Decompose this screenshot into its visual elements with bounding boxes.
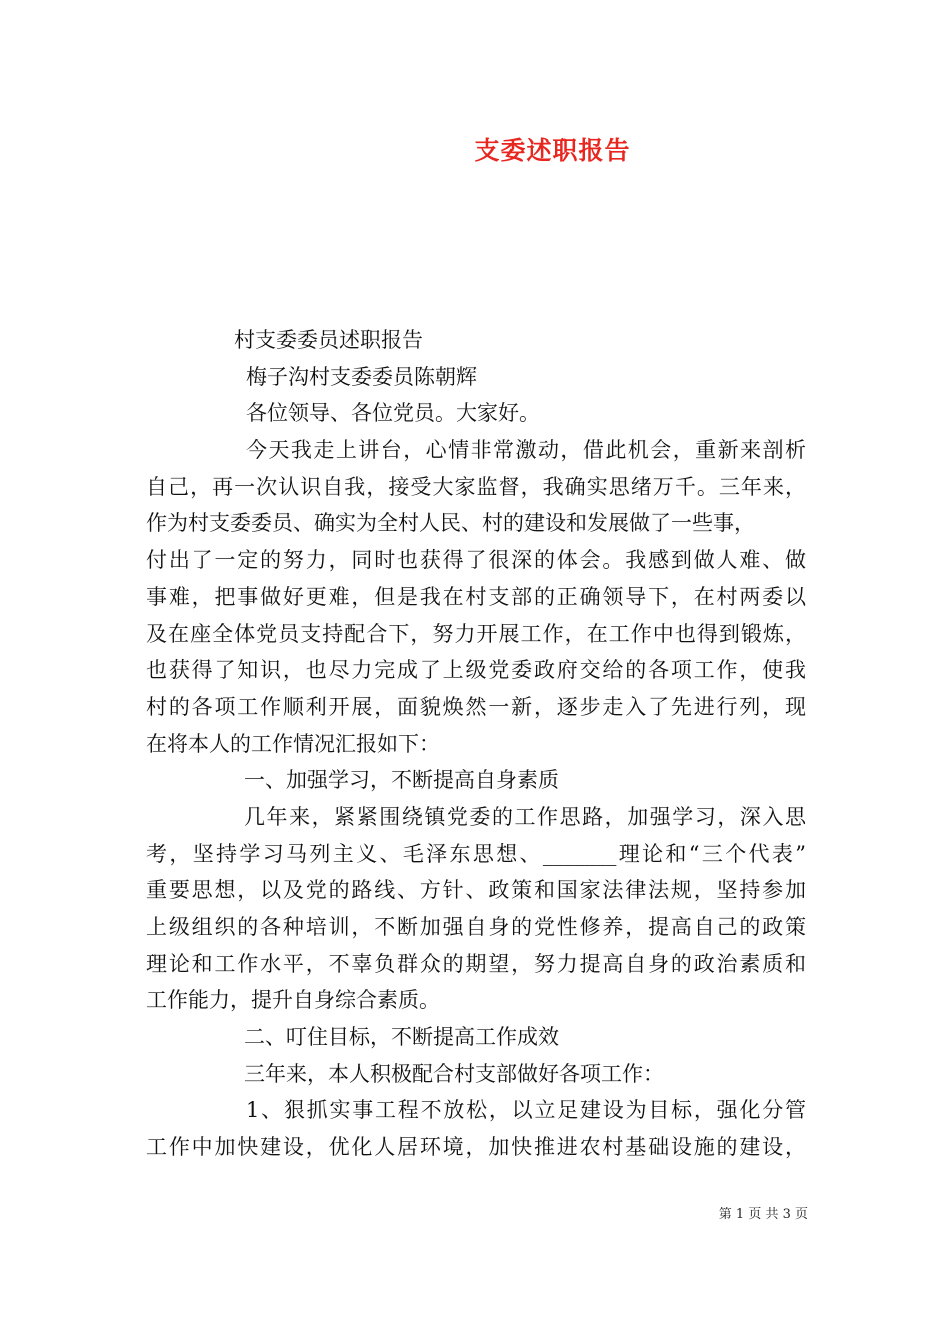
text-line: 1、狠抓实事工程不放松，以立足建设为目标，强化分管 — [246, 1098, 806, 1123]
text-line: 重要思想，以及党的路线、方针、政策和国家法律法规，坚持参加 — [146, 878, 806, 903]
text-line: 几年来，紧紧围绕镇党委的工作思路，加强学习，深入思 — [244, 804, 806, 829]
text-line: 三年来，本人积极配合村支部做好各项工作： — [244, 1061, 664, 1086]
text-line: 也获得了知识，也尽力完成了上级党委政府交给的各项工作，使我 — [146, 658, 806, 683]
page-number-footer: 第 1 页 共 3 页 — [718, 1207, 808, 1222]
text-line: 在将本人的工作情况汇报如下： — [146, 731, 440, 756]
text-line: 梅子沟村支委委员陈朝辉 — [246, 364, 477, 389]
document-body — [146, 322, 806, 1166]
text-line: 工作能力，提升自身综合素质。 — [146, 988, 440, 1013]
text-line: 工作中加快建设，优化人居环境，加快推进农村基础设施的建设， — [146, 1135, 806, 1160]
text-line: 考，坚持学习马列主义、毛泽东思想、_______理论和“三个代表” — [146, 841, 806, 866]
text-line: 作为村支委委员、确实为全村人民、村的建设和发展做了一些事， — [146, 511, 755, 536]
text-line: 二、叮住目标，不断提高工作成效 — [244, 1025, 559, 1050]
text-line: 事难，把事做好更难，但是我在村支部的正确领导下，在村两委以 — [146, 584, 806, 609]
text-line: 一、加强学习，不断提高自身素质 — [244, 768, 559, 793]
text-line: 理论和工作水平，不辜负群众的期望，努力提高自身的政治素质和 — [146, 951, 806, 976]
text-line: 各位领导、各位党员。大家好。 — [246, 401, 540, 426]
text-line: 村的各项工作顺利开展，面貌焕然一新，逐步走入了先进行列，现 — [146, 694, 806, 719]
text-line: 今天我走上讲台，心情非常激动，借此机会，重新来剖析 — [246, 438, 806, 463]
text-line: 及在座全体党员支持配合下，努力开展工作，在工作中也得到锻炼， — [146, 621, 806, 646]
text-line: 村支委委员述职报告 — [234, 328, 423, 352]
text-line: 付出了一定的努力，同时也获得了很深的体会。我感到做人难、做 — [146, 548, 806, 573]
text-line: 上级组织的各种培训，不断加强自身的党性修养，提高自己的政策 — [146, 915, 806, 939]
text-line: 自己，再一次认识自我，接受大家监督，我确实思绪万千。三年来， — [146, 474, 806, 499]
document-title: 支委述职报告 — [474, 136, 631, 165]
